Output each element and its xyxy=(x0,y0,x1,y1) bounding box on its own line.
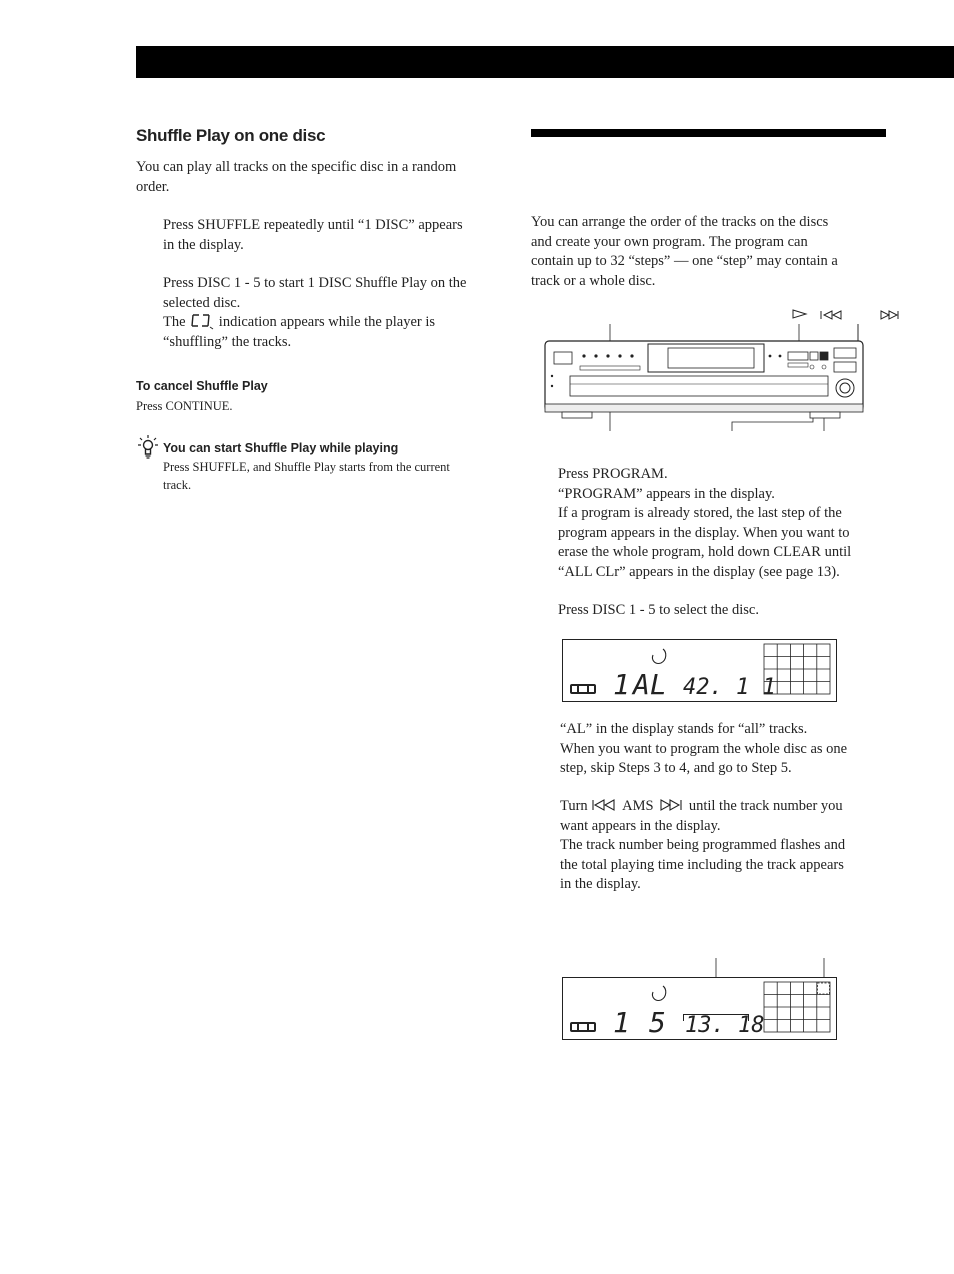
cd-player-illustration xyxy=(540,306,910,438)
music-calendar-grid xyxy=(764,982,832,1032)
disc-number: 1 xyxy=(613,668,630,701)
right-step-2: Press DISC 1 - 5 to select the disc. xyxy=(558,602,759,618)
prev-track-icon xyxy=(821,311,841,319)
tape-icon xyxy=(570,684,596,694)
cancel-heading: To cancel Shuffle Play xyxy=(136,379,268,393)
disc-icon xyxy=(649,983,669,1003)
disc-number: 1 xyxy=(613,1006,630,1039)
next-track-icon xyxy=(657,799,685,811)
playing-time: 13. 18 xyxy=(685,1013,765,1038)
lightbulb-tip-icon xyxy=(137,434,159,460)
prev-track-icon xyxy=(591,799,619,811)
right-step-2-note: “AL” in the display stands for “all” tracks. When you want to program the whole disc as one step, skip Steps 3 to 4, and go to Step 5. xyxy=(560,721,848,776)
next-track-icon xyxy=(881,311,898,319)
lcd-display-2 xyxy=(562,977,837,1040)
disc-icon xyxy=(649,646,669,666)
header-bar xyxy=(136,46,954,78)
shuffle-indicator-icon xyxy=(189,313,215,329)
left-step-2: Press DISC 1 - 5 to start 1 DISC Shuffle Play on the selected disc. The indication appears while the player is “shuffling” the tracks. xyxy=(163,275,467,350)
lcd-display-1 xyxy=(562,639,837,702)
cancel-text: Press CONTINUE. xyxy=(136,399,233,413)
right-step-3: Turn AMS until the track number you want appears in the display. The track number being programmed flashes and the total playing time including the track appears in the display. xyxy=(560,798,846,892)
tape-icon xyxy=(570,1022,596,1032)
section-heading: Shuffle Play on one disc xyxy=(136,126,326,145)
music-calendar-grid xyxy=(764,644,832,694)
tip-text: Press SHUFFLE, and Shuffle Play starts from the current track. xyxy=(163,460,450,492)
right-step-1: Press PROGRAM. “PROGRAM” appears in the display. If a program is already stored, the last step of the program appears in the display. When you want to erase the whole program, hold down CLEAR until “ALL CLr” appears in the display (see page 13). xyxy=(558,466,852,580)
left-step-1: Press SHUFFLE repeatedly until “1 DISC” appears in the display. xyxy=(163,217,463,253)
playing-time: 42. 1 1 xyxy=(683,675,776,700)
track-number: 5 xyxy=(649,1006,666,1039)
track-number: AL xyxy=(633,668,667,701)
left-intro: You can play all tracks on the specific disc in a random order. xyxy=(136,159,457,195)
play-icon xyxy=(793,310,806,318)
right-intro: You can arrange the order of the tracks on the discs and create your own program. The program can contain up to 32 “steps” — one “step” may contain a track or a whole disc. xyxy=(531,214,838,289)
tip-heading: You can start Shuffle Play while playing xyxy=(163,441,399,455)
section-rule xyxy=(531,129,886,137)
